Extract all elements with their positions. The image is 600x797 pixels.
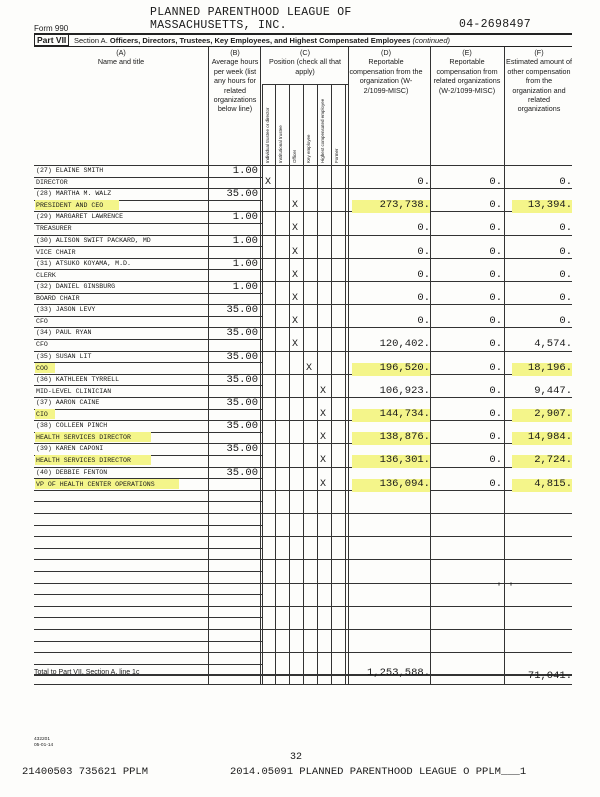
employee-name: (28) MARTHA M. WALZ — [36, 190, 112, 198]
employee-name: (27) ELAINE SMITH — [36, 167, 104, 174]
position-check: X — [292, 246, 299, 258]
comp-related: 0. — [489, 292, 502, 304]
hours-per-week: 35.00 — [226, 304, 258, 317]
row-rule — [34, 397, 572, 398]
employee-title: CFO — [36, 318, 48, 326]
total-d: 1,253,588. — [366, 667, 430, 679]
comp-related: 0. — [489, 361, 502, 374]
header-rule-2 — [34, 46, 572, 47]
col-a-letter: (A) — [116, 48, 126, 57]
col-rule — [348, 47, 349, 684]
row-rule — [34, 281, 572, 282]
comp-org: 0. — [417, 245, 430, 258]
hours-per-week: 35.00 — [226, 443, 258, 456]
employee-title: DIRECTOR — [36, 179, 68, 186]
employee-title: HEALTH SERVICES DIRECTOR — [36, 434, 131, 442]
hours-per-week: 35.00 — [226, 350, 258, 363]
col-d-letter: (D) — [381, 48, 391, 57]
position-label: Former — [334, 148, 339, 163]
position-check: X — [292, 339, 299, 351]
col-rule — [430, 47, 431, 684]
employee-name: (39) KAREN CAPONI — [36, 445, 104, 453]
stray-mark: ' ' — [496, 583, 515, 594]
comp-org: 196,520. — [379, 361, 430, 374]
comp-other: 0. — [559, 292, 572, 304]
comp-other: 2,724. — [534, 454, 572, 467]
hours-per-week: 35.00 — [226, 466, 258, 479]
comp-org: 0. — [417, 176, 430, 188]
position-check: X — [265, 177, 272, 188]
col-rule — [208, 47, 209, 684]
position-col-rule — [345, 84, 346, 684]
position-check: X — [320, 455, 327, 467]
col-b-text: Average hours per week (list any hours for related organizations below line) — [211, 57, 259, 114]
employee-name: (34) PAUL RYAN — [36, 329, 92, 337]
comp-other: 4,815. — [534, 477, 572, 490]
table-top-rule — [34, 165, 572, 166]
row-rule — [34, 235, 572, 236]
employee-name: (38) COLLEEN PINCH — [36, 422, 108, 430]
row-rule — [34, 374, 572, 375]
position-col-rule — [275, 84, 276, 684]
col-d-text: Reportable compensation from the organization (W-2/1099-MISC) — [349, 57, 423, 95]
col-d-header — [348, 48, 424, 95]
comp-org: 136,301. — [379, 454, 430, 467]
employee-title: PRESIDENT AND CEO — [36, 202, 104, 210]
col-f-letter: (F) — [534, 48, 544, 57]
row-rule — [34, 443, 572, 444]
employee-name: (30) ALISON SWIFT PACKARD, MD — [36, 236, 151, 244]
row-rule — [34, 490, 572, 491]
hours-per-week: 35.00 — [226, 397, 258, 409]
comp-org: 106,923. — [379, 384, 430, 397]
row-mid-rule — [34, 571, 262, 572]
employee-name: (32) DANIEL GINSBURG — [36, 283, 116, 290]
hours-per-week: 1.00 — [232, 234, 258, 247]
employee-name: (29) MARGARET LAWRENCE — [36, 213, 124, 221]
employee-title: HEALTH SERVICES DIRECTOR — [36, 457, 131, 465]
position-check: X — [320, 432, 327, 444]
row-rule — [34, 559, 572, 560]
comp-other: 13,394. — [527, 199, 572, 212]
row-rule — [34, 629, 572, 630]
position-col-rule — [317, 84, 318, 684]
row-rule — [34, 327, 572, 328]
employee-title: MID-LEVEL CLINICIAN — [36, 387, 112, 395]
total-label: Total to Part VII, Section A, line 1c — [34, 669, 140, 676]
col-a-header — [34, 48, 208, 67]
comp-other: 0. — [559, 176, 572, 188]
row-rule — [34, 258, 572, 259]
row-mid-rule — [34, 525, 262, 526]
comp-related: 0. — [489, 408, 502, 420]
col-e-letter: (E) — [462, 48, 472, 57]
comp-related: 0. — [489, 315, 502, 328]
comp-related: 0. — [489, 199, 502, 212]
row-rule — [34, 513, 572, 514]
position-check: X — [306, 362, 313, 374]
col-f-header — [506, 48, 572, 114]
row-mid-rule — [34, 594, 262, 595]
position-check: X — [292, 269, 299, 281]
comp-related: 0. — [489, 176, 502, 188]
hours-per-week: 35.00 — [226, 420, 258, 433]
comp-other: 4,574. — [534, 338, 572, 351]
position-check: X — [292, 223, 299, 235]
table-bottom-rule — [34, 684, 572, 685]
employee-name: (40) DEBBIE FENTON — [36, 468, 108, 476]
col-rule — [260, 47, 261, 684]
employee-title: VICE CHAIR — [36, 248, 76, 256]
hours-per-week: 1.00 — [232, 211, 258, 224]
comp-related: 0. — [489, 454, 502, 467]
row-rule — [34, 536, 572, 537]
comp-org: 136,094. — [379, 477, 430, 490]
row-rule — [34, 188, 572, 189]
position-check: X — [292, 316, 299, 328]
employee-name: (33) JASON LEVY — [36, 306, 96, 314]
row-mid-rule — [34, 617, 262, 618]
form-number: Form 990 — [34, 24, 69, 33]
comp-other: 14,984. — [527, 431, 572, 444]
section-label: Section A. — [74, 36, 108, 45]
comp-org: 144,734. — [379, 408, 430, 420]
row-rule — [34, 583, 572, 584]
row-mid-rule — [34, 641, 262, 642]
position-label: Key employee — [306, 134, 311, 163]
position-check: X — [292, 200, 299, 212]
footer-codes — [34, 737, 53, 749]
employee-name: (36) KATHLEEN TYRRELL — [36, 375, 120, 383]
employee-name: (35) SUSAN LIT — [36, 352, 92, 360]
row-rule — [34, 304, 572, 305]
position-subheader-rule — [262, 84, 348, 85]
comp-related: 0. — [489, 384, 502, 397]
comp-other: 9,447. — [534, 384, 572, 397]
footer-code-2: 05-01-14 — [34, 743, 54, 748]
row-mid-rule — [34, 548, 262, 549]
employee-title: TREASURER — [36, 225, 72, 233]
org-name-line2: MASSACHUSETTS, INC. — [150, 19, 287, 32]
row-rule — [34, 467, 572, 468]
position-col-rule — [262, 84, 263, 684]
total-f: 71,041. — [527, 670, 572, 682]
header-rule — [34, 33, 572, 35]
employee-title: CFO — [36, 341, 48, 349]
comp-other: 0. — [559, 315, 572, 328]
position-label: Individual trustee or director — [265, 107, 270, 163]
col-c-letter: (C) — [300, 48, 310, 57]
hours-per-week: 1.00 — [232, 281, 258, 293]
col-e-header — [432, 48, 502, 95]
comp-related: 0. — [489, 268, 502, 281]
position-check: X — [292, 293, 299, 304]
comp-related: 0. — [489, 245, 502, 258]
employee-title: VP OF HEALTH CENTER OPERATIONS — [36, 480, 155, 488]
col-b-header — [210, 48, 260, 114]
hours-per-week: 35.00 — [226, 327, 258, 340]
comp-org: 273,738. — [379, 199, 430, 212]
position-col-rule — [331, 84, 332, 684]
col-b-letter: (B) — [230, 48, 240, 57]
hours-per-week: 1.00 — [232, 165, 258, 177]
ein: 04-2698497 — [459, 18, 532, 31]
employee-name: (31) ATSUKO KOYAMA, M.D. — [36, 259, 131, 267]
col-e-text: Reportable compensation from related organizations (W-2/1099-MISC) — [433, 57, 501, 95]
row-rule — [34, 606, 572, 607]
comp-related: 0. — [489, 477, 502, 490]
comp-other: 2,907. — [534, 408, 572, 420]
hours-per-week: 1.00 — [232, 257, 258, 270]
employee-title: BOARD CHAIR — [36, 295, 80, 302]
comp-other: 18,196. — [527, 361, 572, 374]
section-title: Officers, Directors, Trustees, Key Employees, and Highest Compensated Employees — [109, 36, 411, 45]
section-heading — [74, 36, 450, 45]
comp-other: 0. — [559, 245, 572, 258]
row-rule — [34, 652, 572, 653]
row-mid-rule — [34, 501, 262, 502]
footer-code-1: 432201 — [34, 737, 51, 742]
position-col-rule — [289, 84, 290, 684]
comp-org: 0. — [417, 222, 430, 235]
row-rule — [34, 351, 572, 352]
section-continued: (continued) — [412, 36, 451, 45]
comp-org: 0. — [417, 268, 430, 281]
employee-title: CIO — [36, 411, 48, 418]
col-c-header — [262, 48, 348, 76]
comp-related: 0. — [489, 338, 502, 351]
page-number: 32 — [290, 752, 303, 763]
position-check: X — [320, 409, 327, 420]
footer-right: 2014.05091 PLANNED PARENTHOOD LEAGUE O PPLM___1 — [230, 766, 527, 778]
comp-org: 120,402. — [379, 338, 430, 351]
employee-title: COO — [36, 364, 48, 372]
comp-org: 0. — [417, 292, 430, 304]
part-label: Part VII — [34, 34, 69, 46]
org-name-line1: PLANNED PARENTHOOD LEAGUE OF — [150, 6, 352, 19]
position-label: Officer — [292, 149, 297, 163]
col-f-text: Estimated amount of other compensation from the organization and related organizations — [506, 57, 572, 114]
position-col-rule — [303, 84, 304, 684]
position-check: X — [320, 478, 327, 490]
row-mid-rule — [34, 664, 262, 665]
comp-other: 0. — [559, 222, 572, 235]
employee-title: CLERK — [36, 271, 56, 279]
position-check: X — [320, 385, 327, 397]
col-a-text: Name and title — [97, 57, 145, 67]
position-label: Institutional trustee — [278, 125, 283, 163]
comp-related: 0. — [489, 222, 502, 235]
hours-per-week: 35.00 — [226, 373, 258, 386]
employee-name: (37) AARON CAINE — [36, 399, 100, 406]
comp-other: 0. — [559, 268, 572, 281]
comp-related: 0. — [489, 431, 502, 444]
hours-per-week: 35.00 — [226, 188, 258, 201]
row-rule — [34, 211, 572, 212]
col-c-text: Position (check all that apply) — [269, 57, 341, 76]
footer-left: 21400503 735621 PPLM — [22, 766, 149, 778]
row-rule — [34, 420, 572, 421]
comp-org: 0. — [417, 315, 430, 328]
position-label: Highest compensated employee — [320, 98, 325, 163]
comp-org: 138,876. — [379, 431, 430, 444]
